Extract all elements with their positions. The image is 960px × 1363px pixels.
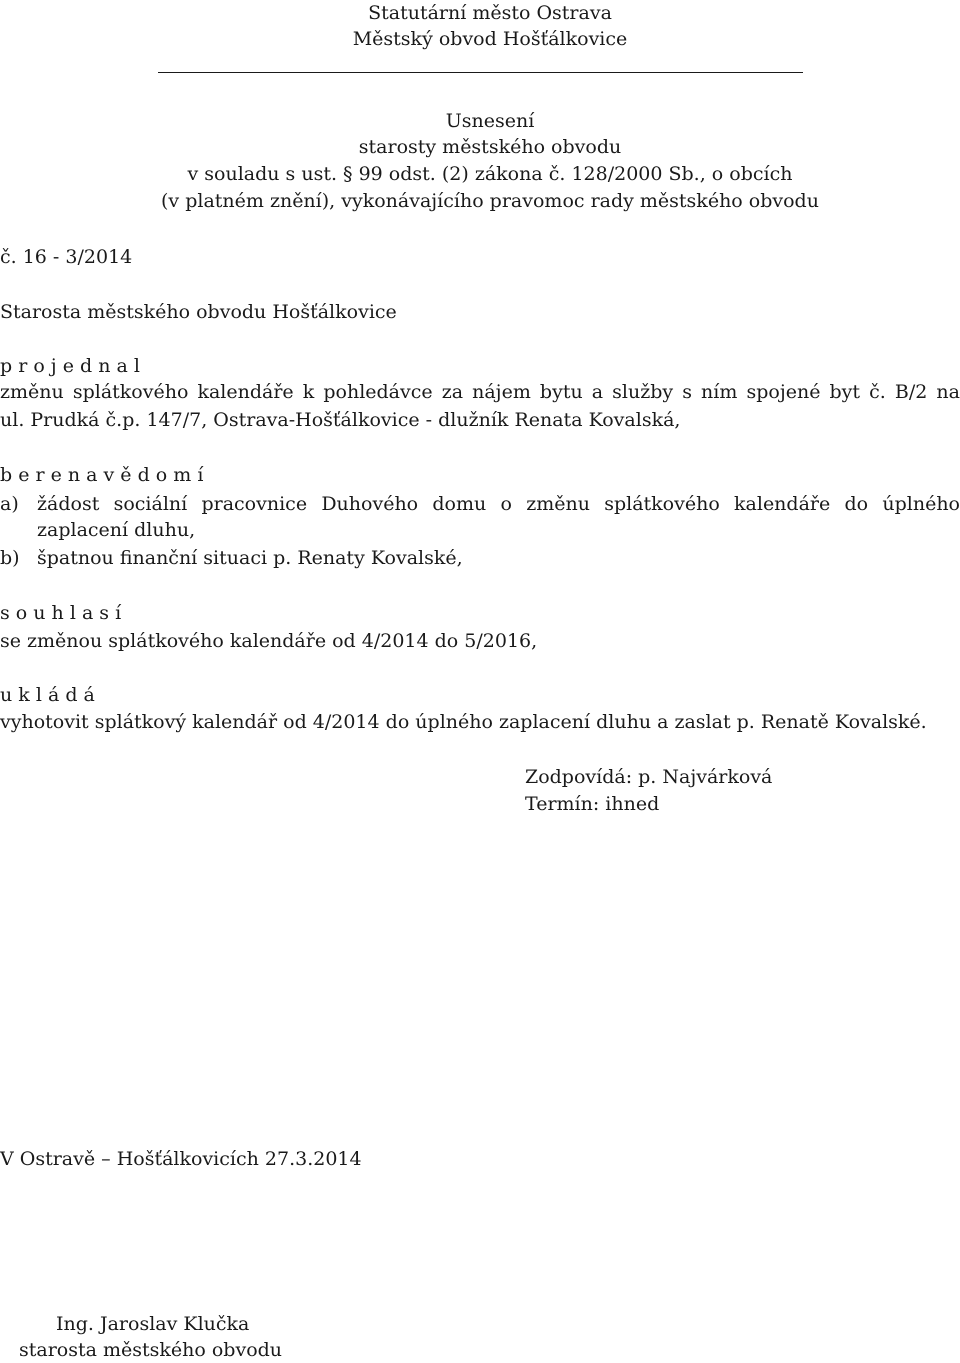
item-b-line-1: špatnou finanční situaci p. Renaty Kovalské, [37,547,463,569]
header-divider [158,72,803,73]
item-a-label: a) [0,493,19,515]
header-district: Městský obvod Hošťálkovice [352,28,628,50]
document-kind: Usnesení [445,110,535,132]
item-a-line-1: žádost sociální pracovnice Duhového domu o změnu splátkového kalendáře do úplného [37,493,960,515]
legal-basis-continued: (v platném znění), vykonávajícího pravomoc rady městského obvodu [161,190,819,212]
deadline: Termín: ihned [525,793,660,815]
item-a-line-2: zaplacení dluhu, [37,519,196,541]
projednal-line-2: ul. Prudká č.p. 147/7, Ostrava-Hošťálkovice - dlužník Renata Kovalská, [0,409,681,431]
responsible-person: Zodpovídá: p. Najvárková [525,766,773,788]
heading-projednal: p r o j e d n a l [0,355,140,377]
signature-name: Ing. Jaroslav Klučka [56,1313,250,1335]
place-and-date: V Ostravě – Hošťálkovicích 27.3.2014 [0,1148,362,1170]
intro-text: Starosta městského obvodu Hošťálkovice [0,301,397,323]
signature-role: starosta městského obvodu [19,1339,283,1361]
resolution-number: č. 16 - 3/2014 [0,246,133,268]
header-city: Statutární město Ostrava [368,2,612,24]
uklada-text: vyhotovit splátkový kalendář od 4/2014 do úplného zaplacení dluhu a zaslat p. Renatě Kovalské. [0,711,927,733]
heading-uklada: u k l á d á [0,684,95,706]
souhlasi-text: se změnou splátkového kalendáře od 4/2014 do 5/2016, [0,630,538,652]
projednal-line-1: změnu splátkového kalendáře k pohledávce za nájem bytu a služby s ním spojené byt č. B/2 na [0,381,960,403]
item-b-label: b) [0,547,20,569]
heading-bere-na-vedomi: b e r e n a v ě d o m í [0,464,204,486]
legal-basis: v souladu s ust. § 99 odst. (2) zákona č. 128/2000 Sb., o obcích [187,163,793,185]
heading-souhlasi: s o u h l a s í [0,602,122,624]
document-issuer: starosty městského obvodu [358,136,622,158]
